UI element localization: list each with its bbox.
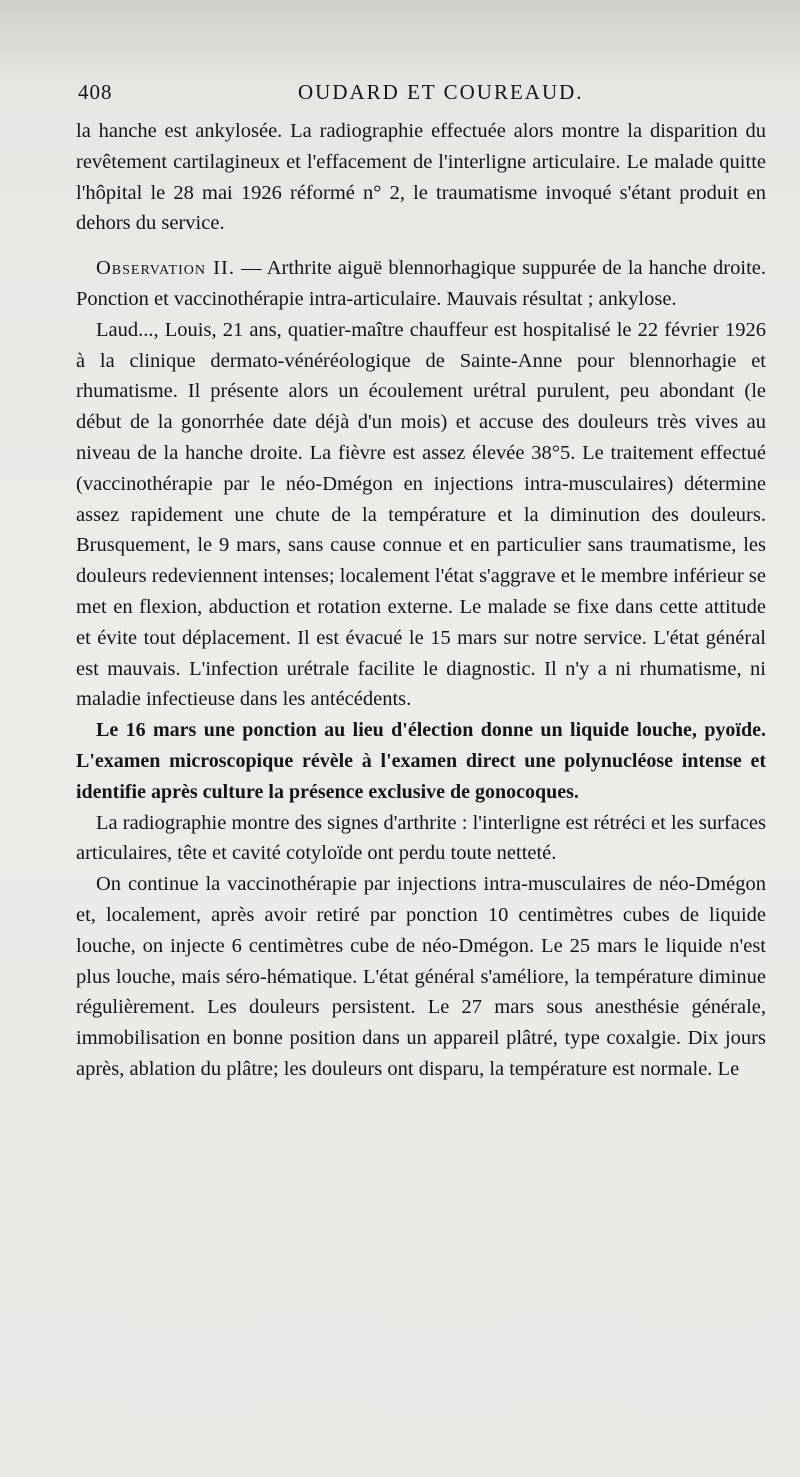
- body-text: [76, 116, 766, 1085]
- observation-heading: [76, 253, 766, 315]
- running-head: OUDARD ET COUREAUD.: [298, 80, 584, 104]
- page-header: [78, 80, 768, 114]
- paragraph-2: Laud..., Louis, 21 ans, quatier-maître chauffeur est hospitalisé le 22 février 1926 à la clinique dermato-vénéréologique de Sainte-Anne pour blennorhagie et rhumatisme. Il présente alors un écoulement urétral purulent, peu abondant (le début de la gonorrhée date déjà d'un mois) et accuse des douleurs très vives au niveau de la hanche droite. La fièvre est assez élevée 38°5. Le traitement effectué (vaccinothérapie par le néo-Dmégon en injections intra-musculaires) détermine assez rapidement une chute de la température et la diminution des douleurs. Brusquement, le 9 mars, sans cause connue et en particulier sans traumatisme, les douleurs redeviennent intenses; localement l'état s'aggrave et le membre inférieur se met en flexion, abduction et rotation externe. Le malade se fixe dans cette attitude et évite tout déplacement. Il est évacué le 15 mars sur notre service. L'état général est mauvais. L'infection urétrale facilite le diagnostic. Il n'y a ni rhumatisme, ni maladie infectieuse dans les antécédents.: [76, 318, 766, 711]
- paragraph-4: La radiographie montre des signes d'arthrite : l'interligne est rétréci et les surfaces articulaires, tête et cavité cotyloïde ont perdu toute netteté.: [76, 811, 766, 865]
- paragraph-5: On continue la vaccinothérapie par injections intra-musculaires de néo-Dmégon et, localement, après avoir retiré par ponction 10 centimètres cubes de liquide louche, on injecte 6 centimètres cube de néo-Dmégon. Le 25 mars le liquide n'est plus louche, mais séro-hématique. L'état général s'améliore, la température diminue régulièrement. Les douleurs persistent. Le 27 mars sous anesthésie générale, immobilisation en bonne position dans un appareil plâtré, type coxalgie. Dix jours après, ablation du plâtre; les douleurs ont disparu, la température est normale. Le: [76, 873, 766, 1080]
- page-number: 408: [78, 80, 113, 104]
- paragraph-3: Le 16 mars une ponction au lieu d'élection donne un liquide louche, pyoïde. L'examen microscopique révèle à l'examen direct une polynucléose intense et identifie après culture la présence exclusive de gonocoques.: [76, 719, 766, 803]
- observation-label: Observation II.: [96, 257, 235, 280]
- observation-title: — Arthrite aiguë blennorhagique suppurée de la hanche droite. Ponction et vaccinothérapie intra-articulaire. Mauvais résultat ; ankylose.: [76, 257, 766, 310]
- paragraph-1: la hanche est ankylosée. La radiographie effectuée alors montre la disparition du revêtement cartilagineux et l'effacement de l'interligne articulaire. Le malade quitte l'hôpital le 28 mai 1926 réformé n° 2, le traumatisme invoqué s'étant produit en dehors du service.: [76, 120, 766, 235]
